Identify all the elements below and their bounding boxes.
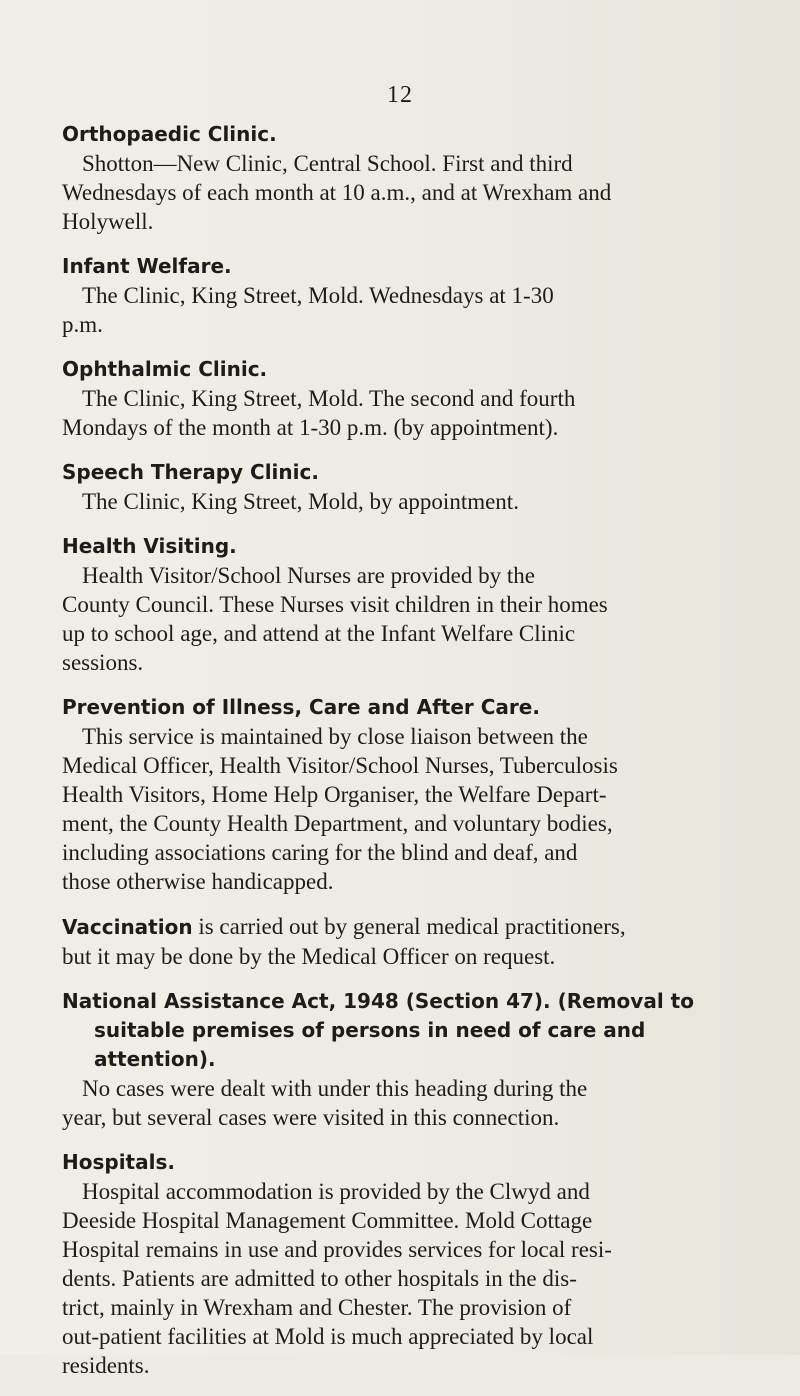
section-heading: Infant Welfare. bbox=[62, 254, 232, 278]
section-paragraph bbox=[62, 1177, 774, 1380]
text-line: Hospital accommodation is provided by the Clwyd and bbox=[82, 1179, 590, 1204]
text-line: Mondays of the month at 1-30 p.m. (by appointment). bbox=[62, 415, 559, 440]
text-line: dents. Patients are admitted to other hospitals in the dis- bbox=[62, 1266, 577, 1291]
section-paragraph bbox=[62, 561, 774, 677]
text-fragment: is carried out by general medical practitioners, bbox=[192, 914, 626, 939]
text-line: Deeside Hospital Management Committee. Mold Cottage bbox=[62, 1208, 593, 1233]
text-line: residents. bbox=[62, 1353, 150, 1378]
section-prevention-of-illness bbox=[62, 693, 774, 896]
page-number: 12 bbox=[387, 82, 413, 108]
text-line: those otherwise handicapped. bbox=[62, 869, 334, 894]
text-line: but it may be done by the Medical Officer on request. bbox=[62, 944, 556, 969]
section-heading: National Assistance Act, 1948 (Section 47). (Removal to bbox=[62, 989, 694, 1013]
section-paragraph bbox=[62, 149, 774, 236]
inline-heading: Vaccination bbox=[62, 915, 193, 939]
section-health-visiting bbox=[62, 532, 774, 677]
section-heading: Health Visiting. bbox=[62, 534, 237, 558]
section-heading-continuation: suitable premises of persons in need of care and bbox=[94, 1018, 646, 1042]
text-line: including associations caring for the blind and deaf, and bbox=[62, 840, 578, 865]
text-line: Holywell. bbox=[62, 209, 154, 234]
text-line: trict, mainly in Wrexham and Chester. The provision of bbox=[62, 1295, 572, 1320]
section-paragraph bbox=[62, 487, 774, 516]
text-line: ment, the County Health Department, and voluntary bodies, bbox=[62, 811, 613, 836]
text-line: p.m. bbox=[62, 312, 103, 337]
text-line: sessions. bbox=[62, 650, 144, 675]
text-line: up to school age, and attend at the Infant Welfare Clinic bbox=[62, 621, 576, 646]
section-speech-therapy-clinic bbox=[62, 458, 774, 516]
section-heading: Speech Therapy Clinic. bbox=[62, 460, 319, 484]
text-line: No cases were dealt with under this heading during the bbox=[82, 1076, 588, 1101]
text-line: out-patient facilities at Mold is much appreciated by local bbox=[62, 1324, 594, 1349]
text-line: Wednesdays of each month at 10 a.m., and at Wrexham and bbox=[62, 180, 612, 205]
section-hospitals bbox=[62, 1148, 774, 1380]
text-line bbox=[62, 912, 774, 942]
section-paragraph bbox=[62, 912, 774, 971]
section-orthopaedic-clinic bbox=[62, 120, 774, 236]
text-line: Health Visitors, Home Help Organiser, the Welfare Depart- bbox=[62, 782, 607, 807]
section-heading-continuation: attention). bbox=[94, 1047, 216, 1071]
section-vaccination bbox=[62, 912, 774, 971]
text-line: Medical Officer, Health Visitor/School Nurses, Tuberculosis bbox=[62, 753, 618, 778]
section-heading: Hospitals. bbox=[62, 1150, 175, 1174]
section-ophthalmic-clinic bbox=[62, 355, 774, 442]
section-paragraph bbox=[62, 722, 774, 896]
text-line: The Clinic, King Street, Mold, by appointment. bbox=[82, 489, 519, 514]
section-heading: Prevention of Illness, Care and After Care. bbox=[62, 695, 540, 719]
document-body bbox=[62, 120, 774, 1396]
section-infant-welfare bbox=[62, 252, 774, 339]
text-line: The Clinic, King Street, Mold. The second and fourth bbox=[82, 386, 576, 411]
text-line: year, but several cases were visited in this connection. bbox=[62, 1105, 560, 1130]
text-line: Shotton—New Clinic, Central School. First and third bbox=[82, 151, 573, 176]
text-line: County Council. These Nurses visit children in their homes bbox=[62, 592, 608, 617]
section-paragraph bbox=[62, 281, 774, 339]
section-heading: Ophthalmic Clinic. bbox=[62, 357, 268, 381]
section-paragraph bbox=[62, 1074, 774, 1132]
text-line: Health Visitor/School Nurses are provided by the bbox=[82, 563, 535, 588]
section-national-assistance-act bbox=[62, 987, 774, 1132]
text-line: This service is maintained by close liaison between the bbox=[82, 724, 588, 749]
text-line: Hospital remains in use and provides services for local resi- bbox=[62, 1237, 612, 1262]
text-line: The Clinic, King Street, Mold. Wednesdays at 1-30 bbox=[82, 283, 554, 308]
section-heading-block bbox=[62, 987, 774, 1074]
section-paragraph bbox=[62, 384, 774, 442]
section-heading: Orthopaedic Clinic. bbox=[62, 122, 277, 146]
